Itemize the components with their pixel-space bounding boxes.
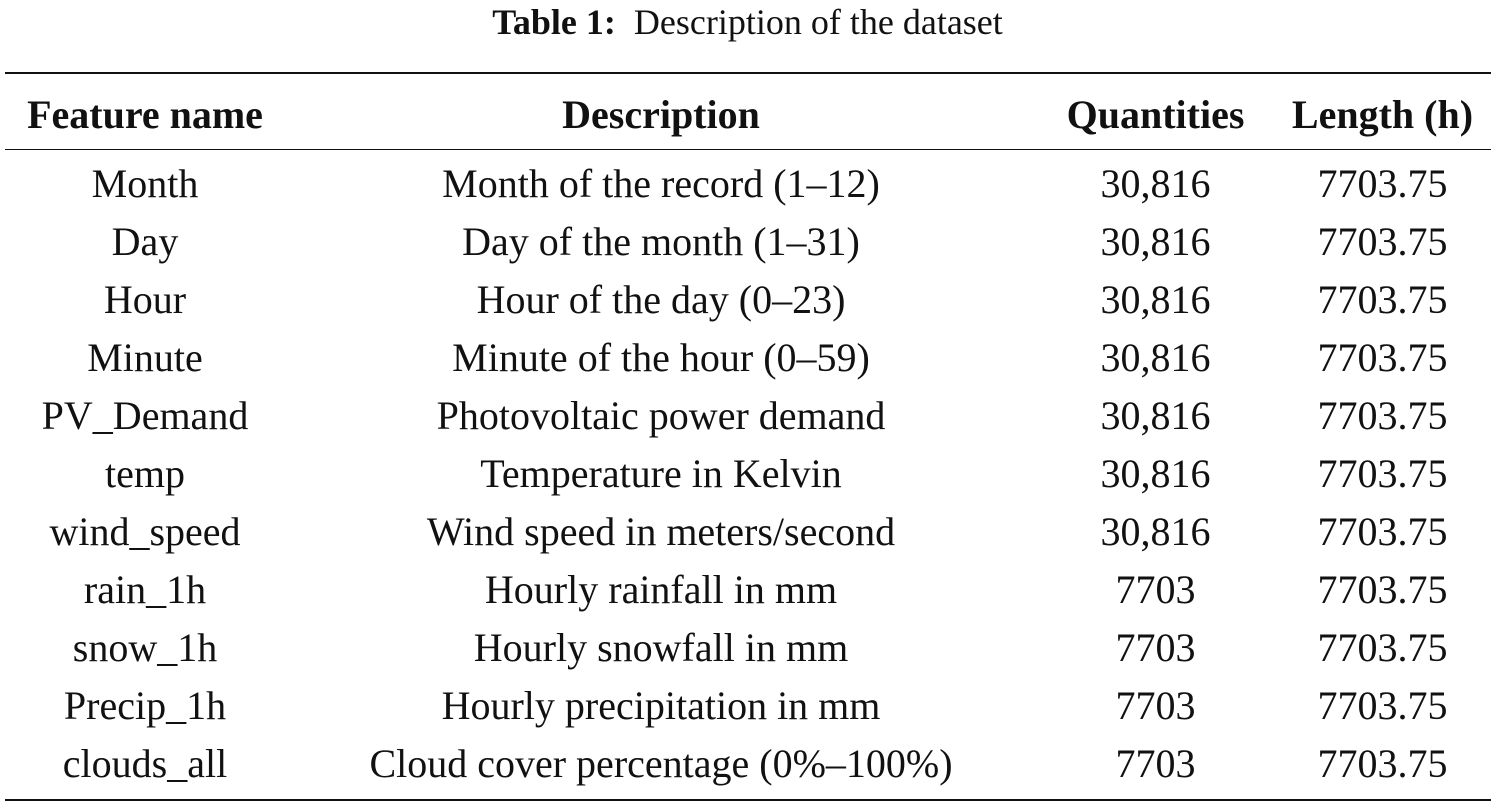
quantities-cell: 30,816	[1100, 334, 1211, 380]
quantities-cell: 30,816	[1100, 276, 1211, 322]
feature-name-cell: Precip_1h	[63, 682, 227, 728]
table-header-row	[5, 82, 1491, 146]
table-row	[5, 618, 1491, 676]
description-cell: Hourly rainfall in mm	[484, 566, 838, 612]
quantities-cell: 30,816	[1100, 218, 1211, 264]
caption-text: Description of the dataset	[633, 2, 1003, 42]
table-row	[5, 270, 1491, 328]
table-row	[5, 386, 1491, 444]
length-cell: 7703.75	[1317, 276, 1448, 322]
header-description: Description	[562, 91, 760, 137]
header-feature-name: Feature name	[27, 91, 263, 137]
table-row	[5, 328, 1491, 386]
feature-name-cell: Minute	[87, 334, 203, 380]
length-cell: 7703.75	[1317, 566, 1448, 612]
feature-name-cell: clouds_all	[62, 740, 228, 786]
length-cell: 7703.75	[1317, 624, 1448, 670]
table-row	[5, 734, 1491, 792]
bottom-rule	[5, 799, 1491, 801]
length-cell: 7703.75	[1317, 218, 1448, 264]
description-cell: Minute of the hour (0–59)	[452, 334, 870, 380]
top-rule	[5, 72, 1491, 74]
description-cell: Cloud cover percentage (0%–100%)	[369, 740, 953, 786]
feature-name-cell: PV_Demand	[41, 392, 249, 438]
quantities-cell: 7703	[1115, 740, 1196, 786]
quantities-cell: 7703	[1115, 566, 1196, 612]
quantities-cell: 30,816	[1100, 392, 1211, 438]
description-cell: Day of the month (1–31)	[462, 218, 860, 264]
table-row	[5, 212, 1491, 270]
description-cell: Photovoltaic power demand	[436, 392, 886, 438]
table-row	[5, 676, 1491, 734]
dataset-table	[5, 82, 1491, 792]
feature-name-cell: temp	[105, 450, 185, 496]
length-cell: 7703.75	[1317, 508, 1448, 554]
description-cell: Hourly precipitation in mm	[441, 682, 881, 728]
header-quantities: Quantities	[1066, 91, 1245, 137]
length-cell: 7703.75	[1317, 334, 1448, 380]
feature-name-cell: Hour	[103, 276, 187, 322]
feature-name-cell: wind_speed	[49, 508, 241, 554]
length-cell: 7703.75	[1317, 740, 1448, 786]
table-row	[5, 154, 1491, 212]
table-caption	[0, 0, 1495, 44]
feature-name-cell: rain_1h	[83, 566, 207, 612]
quantities-cell: 30,816	[1100, 508, 1211, 554]
description-cell: Wind speed in meters/second	[426, 508, 896, 554]
caption-label: Table 1:	[492, 2, 616, 42]
quantities-cell: 7703	[1115, 624, 1196, 670]
description-cell: Month of the record (1–12)	[442, 160, 880, 206]
header-length: Length (h)	[1291, 91, 1474, 137]
description-cell: Hourly snowfall in mm	[473, 624, 849, 670]
table-row	[5, 560, 1491, 618]
length-cell: 7703.75	[1317, 160, 1448, 206]
quantities-cell: 30,816	[1100, 160, 1211, 206]
length-cell: 7703.75	[1317, 682, 1448, 728]
feature-name-cell: snow_1h	[72, 624, 218, 670]
feature-name-cell: Month	[91, 160, 199, 206]
length-cell: 7703.75	[1317, 392, 1448, 438]
description-cell: Temperature in Kelvin	[480, 450, 842, 496]
length-cell: 7703.75	[1317, 450, 1448, 496]
feature-name-cell: Day	[111, 218, 179, 264]
quantities-cell: 7703	[1115, 682, 1196, 728]
description-cell: Hour of the day (0–23)	[476, 276, 846, 322]
table-row	[5, 444, 1491, 502]
quantities-cell: 30,816	[1100, 450, 1211, 496]
table-row	[5, 502, 1491, 560]
